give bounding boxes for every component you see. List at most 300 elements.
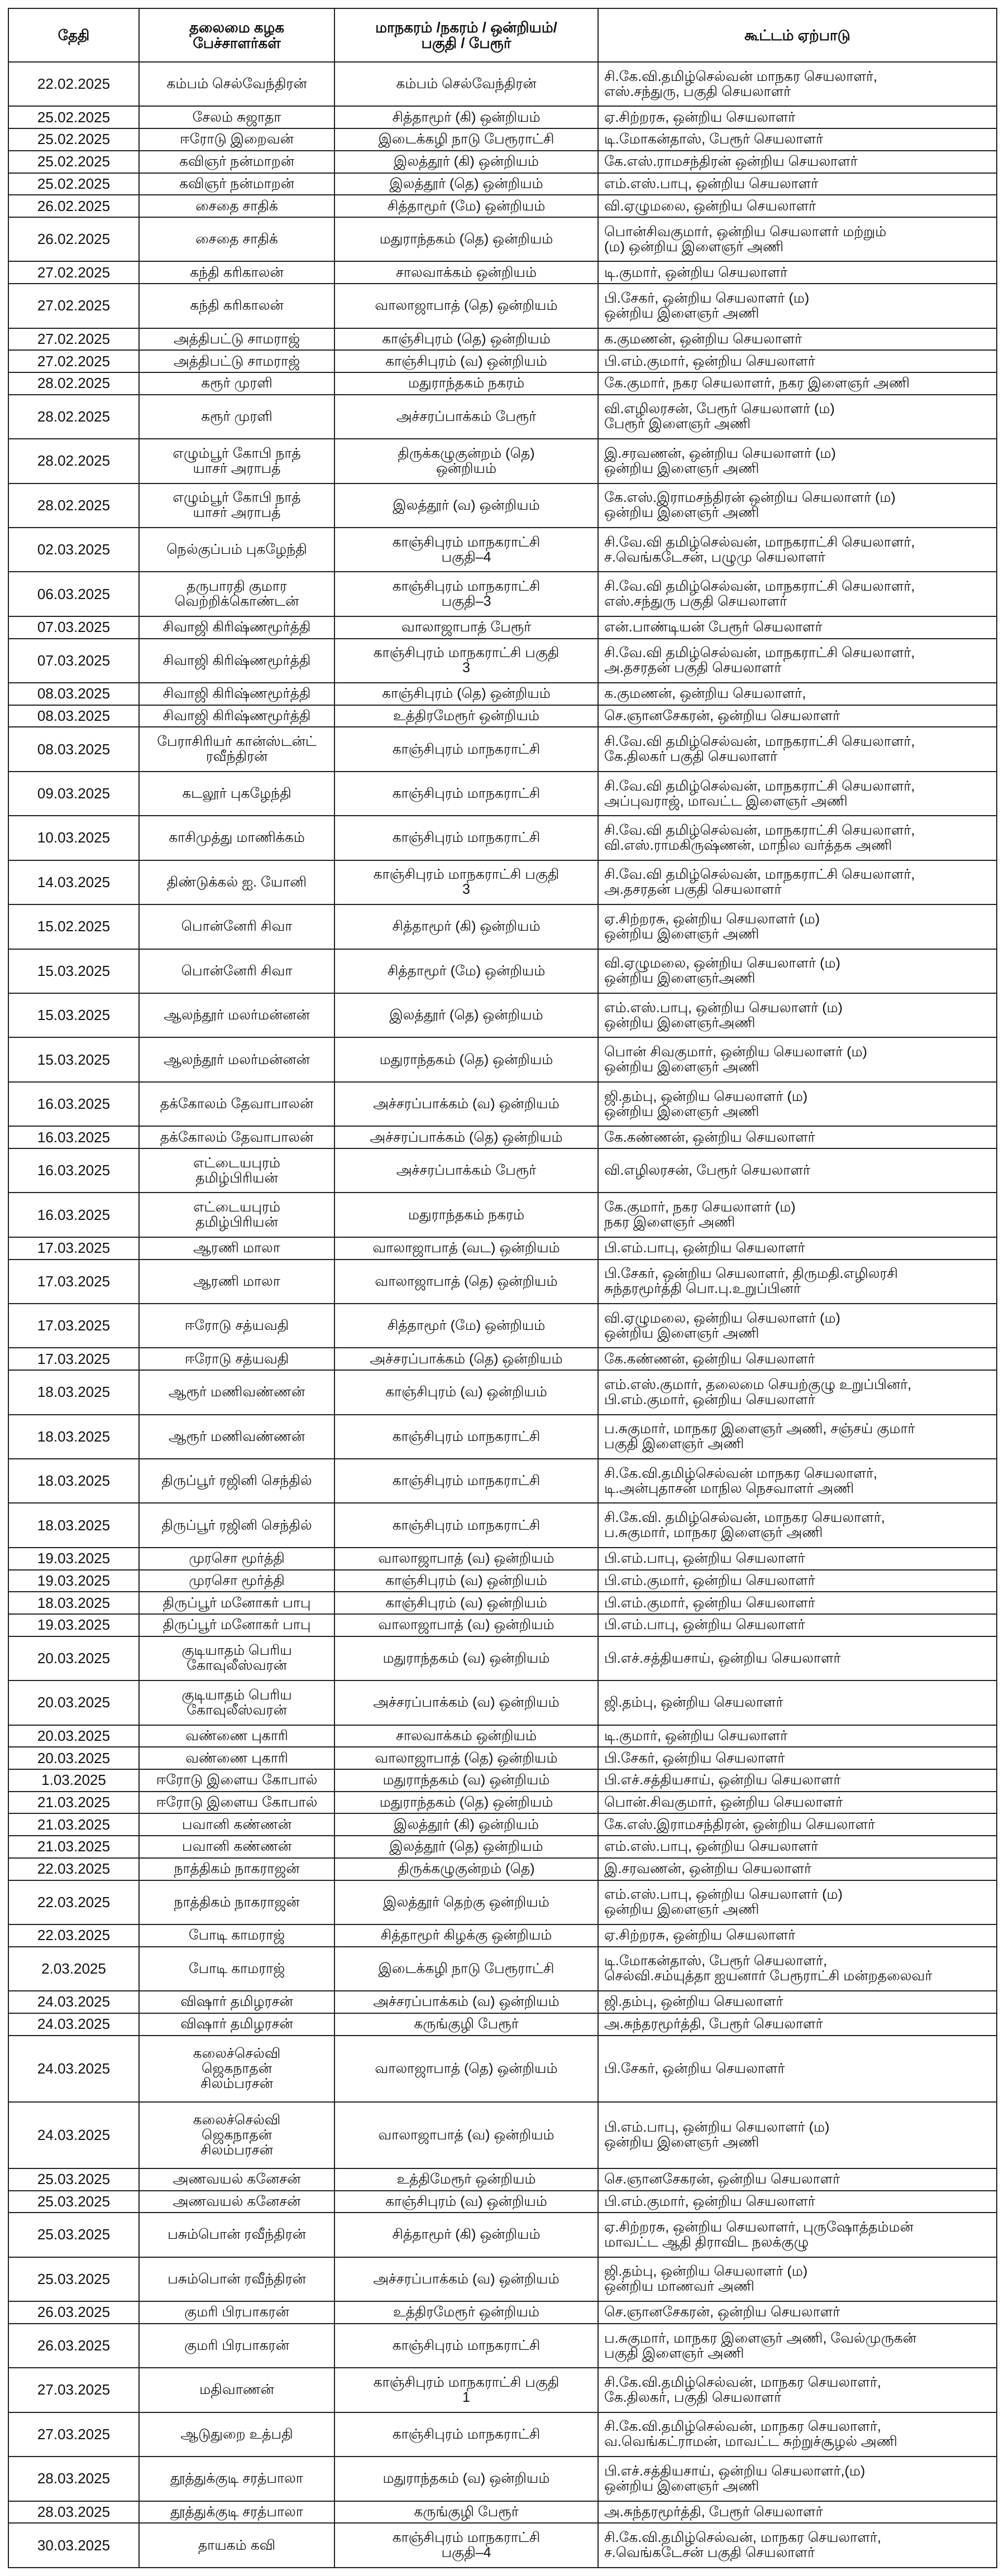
row-speaker: திருப்பூர் ரஜினி செந்தில் — [139, 1503, 334, 1547]
row-organizer: டி.மோகன்தாஸ், பேரூர் செயலாளர், செல்வி.சம்யுத்தா ஐயனார் பேரூராட்சி மன்றதலைவர் — [598, 1947, 997, 1991]
row-date: 17.03.2025 — [8, 1304, 139, 1348]
row-place: சித்தாமூர் (மே) ஒன்றியம் — [334, 1304, 598, 1348]
row-organizer: பி.சேகர், ஒன்றிய செயலாளர் (ம) ஒன்றிய இளைஞர் அணி — [598, 284, 997, 328]
row-place: காஞ்சிபுரம் மாநகராட்சி — [334, 727, 598, 771]
row-organizer: பி.எச்.சத்தியசாய், ஒன்றிய செயலாளர் — [598, 1636, 997, 1680]
table-row — [8, 1813, 997, 1836]
row-place: கம்பம் செல்வேந்திரன் — [334, 62, 598, 106]
row-place: காஞ்சிபுரம் மாநகராட்சி பகுதி 3 — [334, 860, 598, 904]
row-place: மதுராந்தகம் (தெ) ஒன்றியம் — [334, 217, 598, 261]
table-row — [8, 2257, 997, 2301]
row-date: 08.03.2025 — [8, 727, 139, 771]
row-speaker: திருப்பூர் மனோகர் பாபு — [139, 1614, 334, 1636]
row-organizer: வி.ஏழுமலை, ஒன்றிய செயலாளர் — [598, 195, 997, 217]
table-row — [8, 528, 997, 572]
row-speaker: வண்ணை புகாரி — [139, 1747, 334, 1769]
row-place: காஞ்சிபுரம் (வ) ஒன்றியம் — [334, 350, 598, 372]
row-date: 10.03.2025 — [8, 816, 139, 860]
row-place: மதுராந்தகம் (தெ) ஒன்றியம் — [334, 1792, 598, 1814]
row-organizer: டி.குமார், ஒன்றிய செயலாளர் — [598, 261, 997, 284]
table-row — [8, 683, 997, 705]
table-row — [8, 483, 997, 528]
row-speaker: சைதை சாதிக் — [139, 217, 334, 261]
row-organizer: ஏ.சிற்றரசு, ஒன்றிய செயலாளர், புருஷோத்தம்மன் மாவட்ட ஆதி திராவிட நலக்குழு — [598, 2213, 997, 2257]
schedule-rows — [8, 62, 997, 2568]
row-speaker: பவானி கண்ணன் — [139, 1836, 334, 1858]
row-date: 28.02.2025 — [8, 483, 139, 528]
row-speaker: கரூர் முரளி — [139, 395, 334, 439]
row-organizer: வி.எழிலரசன், பேரூர் செயலாளர் (ம) பேரூர் இளைஞர் அணி — [598, 395, 997, 439]
row-speaker: ஆலந்தூர் மலர்மன்னன் — [139, 993, 334, 1037]
row-date: 1.03.2025 — [8, 1769, 139, 1792]
row-organizer: வி.ஏழுமலை, ஒன்றிய செயலாளர் (ம) ஒன்றிய இளைஞர்அணி — [598, 949, 997, 993]
table-row — [8, 1348, 997, 1370]
row-date: 17.03.2025 — [8, 1348, 139, 1370]
row-speaker: சைதை சாதிக் — [139, 195, 334, 217]
row-organizer: எம்.எஸ்.பாபு, ஒன்றிய செயலாளர் (ம) ஒன்றிய இளைஞர்அணி — [598, 993, 997, 1037]
row-place: திருக்கழுகுன்றம் (தெ) — [334, 1858, 598, 1880]
row-date: 16.03.2025 — [8, 1126, 139, 1148]
row-date: 28.03.2025 — [8, 2457, 139, 2501]
table-row — [8, 1126, 997, 1148]
row-place: காஞ்சிபுரம் மாநகராட்சி — [334, 1415, 598, 1459]
table-row — [8, 1592, 997, 1614]
row-date: 24.03.2025 — [8, 2102, 139, 2168]
row-organizer: சி.வே.வி தமிழ்செல்வன், மாநகராட்சி செயலாளர், அ.தசரதன் பகுதி செயலாளர் — [598, 639, 997, 683]
table-row — [8, 1148, 997, 1193]
table-row — [8, 1459, 997, 1503]
row-place: வாலாஜாபாத் (தெ) ஒன்றியம் — [334, 284, 598, 328]
row-date: 24.03.2025 — [8, 1991, 139, 2013]
row-organizer: வி.ஏழுமலை, ஒன்றிய செயலாளர் (ம) ஒன்றிய இளைஞர் அணி — [598, 1304, 997, 1348]
row-place: உத்திமேரூர் ஒன்றியம் — [334, 2168, 598, 2191]
row-speaker: கடலூர் புகழேந்தி — [139, 772, 334, 816]
row-organizer: சி.வே.வி தமிழ்செல்வன், மாநகராட்சி செயலாளர், எஸ்.சந்துரு பகுதி செயலாளர் — [598, 572, 997, 616]
table-row — [8, 727, 997, 771]
row-place: காஞ்சிபுரம் மாநகராட்சி — [334, 772, 598, 816]
table-row — [8, 261, 997, 284]
row-organizer: சி.கே.வி.தமிழ்செல்வன் மாநகர செயலாளர், டி.அன்புதாசன் மாநில நெசவாளர் அணி — [598, 1459, 997, 1503]
table-row — [8, 1947, 997, 1991]
row-organizer: பி.எச்.சத்தியசாய், ஒன்றிய செயலாளர் — [598, 1769, 997, 1792]
row-place: அச்சரப்பாக்கம் பேரூர் — [334, 395, 598, 439]
row-speaker: தாயகம் கவி — [139, 2523, 334, 2568]
table-row — [8, 328, 997, 351]
row-speaker: எட்டையபுரம் தமிழ்பிரியன் — [139, 1148, 334, 1193]
row-organizer: ப.சுகுமார், மாநகர இளைஞர் அணி, வேல்முருகன் பகுதி இளைஞர் அணி — [598, 2324, 997, 2368]
row-speaker: நாத்திகம் நாகராஜன் — [139, 1880, 334, 1924]
table-row — [8, 106, 997, 128]
row-date: 28.03.2025 — [8, 2501, 139, 2524]
row-organizer: அ.சுந்தரமூர்த்தி, பேரூர் செயலாளர் — [598, 2501, 997, 2524]
row-date: 09.03.2025 — [8, 772, 139, 816]
row-date: 27.02.2025 — [8, 284, 139, 328]
row-place: காஞ்சிபுரம் மாநகராட்சி பகுதி 1 — [334, 2368, 598, 2412]
row-date: 07.03.2025 — [8, 616, 139, 639]
row-organizer: பி.எம்.பாபு, ஒன்றிய செயலாளர் — [598, 1614, 997, 1636]
table-row — [8, 2013, 997, 2036]
row-organizer: பொன் சிவகுமார், ஒன்றிய செயலாளர் (ம) ஒன்றிய இளைஞர் அணி — [598, 1037, 997, 1081]
row-organizer: டி.மோகன்தாஸ், பேரூர் செயலாளர் — [598, 128, 997, 151]
table-row — [8, 2102, 997, 2168]
row-place: இலத்தூர் (கி) ஒன்றியம் — [334, 151, 598, 173]
row-organizer: கே.குமார், நகர செயலாளர் (ம) நகர இளைஞர் அணி — [598, 1193, 997, 1237]
row-speaker: ஈரோடு இறைவன் — [139, 128, 334, 151]
row-date: 26.03.2025 — [8, 2324, 139, 2368]
row-organizer: ஏ.சிற்றரசு, ஒன்றிய செயலாளர் (ம) ஒன்றிய இளைஞர் அணி — [598, 904, 997, 949]
row-date: 30.03.2025 — [8, 2523, 139, 2568]
table-row — [8, 705, 997, 727]
row-speaker: குடியாதம் பெரிய கோவுலீஸ்வரன் — [139, 1636, 334, 1680]
row-date: 15.02.2025 — [8, 904, 139, 949]
row-date: 25.02.2025 — [8, 151, 139, 173]
row-date: 19.03.2025 — [8, 1570, 139, 1592]
row-place: சித்தாமூர் (மே) ஒன்றியம் — [334, 949, 598, 993]
table-row — [8, 2412, 997, 2457]
row-organizer: பி.எம்.குமார், ஒன்றிய செயலாளர் — [598, 1570, 997, 1592]
row-speaker: தருபாரதி குமார வெற்றிக்கொண்டன் — [139, 572, 334, 616]
row-speaker: விஷார் தமிழரசன் — [139, 2013, 334, 2036]
table-row — [8, 350, 997, 372]
row-place: மதுராந்தகம் நகரம் — [334, 372, 598, 395]
table-row — [8, 173, 997, 195]
row-speaker: ஆரணி மாலா — [139, 1260, 334, 1304]
row-speaker: சிவாஜி கிரிஷ்ணமூர்த்தி — [139, 616, 334, 639]
row-organizer: ஜி.தம்பு, ஒன்றிய செயலாளர் (ம) ஒன்றிய மாணவர் அணி — [598, 2257, 997, 2301]
table-row — [8, 1037, 997, 1081]
row-place: காஞ்சிபுரம் மாநகராட்சி பகுதி–4 — [334, 2523, 598, 2568]
row-date: 19.03.2025 — [8, 1614, 139, 1636]
row-place: காஞ்சிபுரம் மாநகராட்சி — [334, 2324, 598, 2368]
row-speaker: பொன்னேரி சிவா — [139, 904, 334, 949]
row-speaker: முரசொ மூர்த்தி — [139, 1548, 334, 1570]
table-row — [8, 151, 997, 173]
row-date: 07.03.2025 — [8, 639, 139, 683]
row-place: காஞ்சிபுரம் (வ) ஒன்றியம் — [334, 2191, 598, 2213]
row-organizer: செ.ஞானசேகரன், ஒன்றிய செயலாளர் — [598, 705, 997, 727]
table-row — [8, 372, 997, 395]
row-organizer: கே.எஸ்.இராமசந்திரன், ஒன்றிய செயலாளர் — [598, 1813, 997, 1836]
table-row — [8, 1769, 997, 1792]
row-organizer: சி.வே.வி தமிழ்செல்வன், மாநகராட்சி செயலாளர், அ.தசரதன் பகுதி செயலாளர் — [598, 860, 997, 904]
row-organizer: கே.குமார், நகர செயலாளர், நகர இளைஞர் அணி — [598, 372, 997, 395]
row-date: 28.02.2025 — [8, 372, 139, 395]
row-place: அச்சரப்பாக்கம் (தெ) ஒன்றியம் — [334, 1126, 598, 1148]
row-place: மதுராந்தகம் நகரம் — [334, 1193, 598, 1237]
table-row — [8, 1548, 997, 1570]
header-row — [8, 8, 997, 62]
row-speaker: ஆரூர் மணிவண்ணன் — [139, 1370, 334, 1414]
row-date: 22.02.2025 — [8, 62, 139, 106]
row-date: 2.03.2025 — [8, 1947, 139, 1991]
table-row — [8, 860, 997, 904]
row-place: சித்தாமூர் (கி) ஒன்றியம் — [334, 106, 598, 128]
row-place: உத்திரமேரூர் ஒன்றியம் — [334, 2301, 598, 2324]
row-date: 22.03.2025 — [8, 1858, 139, 1880]
row-date: 02.03.2025 — [8, 528, 139, 572]
row-organizer: சி.வே.வி தமிழ்செல்வன், மாநகராட்சி செயலாளர், ச.வெங்கடேசன், பழுமு செயலாளர் — [598, 528, 997, 572]
row-organizer: பொன்சிவகுமார், ஒன்றிய செயலாளர் மற்றும் (ம) ஒன்றிய இளைஞர் அணி — [598, 217, 997, 261]
row-organizer: சி.கே.வி.தமிழ்செல்வன், மாநகர செயலாளர், கே.திலகர், பகுதி செயலாளர் — [598, 2368, 997, 2412]
speaker-header: தலைமை கழக பேச்சாளர்கள் — [139, 8, 334, 62]
row-place: இடைக்கழி நாடு பேரூராட்சி — [334, 1947, 598, 1991]
row-date: 19.03.2025 — [8, 1548, 139, 1570]
row-organizer: பி.சேகர், ஒன்றிய செயலாளர், திருமதி.எழிலரசி சுந்தரமூர்த்தி பொ.பு.உறுப்பினர் — [598, 1260, 997, 1304]
table-row — [8, 1924, 997, 1947]
row-date: 26.03.2025 — [8, 2301, 139, 2324]
row-speaker: தக்கோலம் தேவாபாலன் — [139, 1126, 334, 1148]
row-speaker: கலைச்செல்வி ஜெகநாதன் சிலம்பரசன் — [139, 2036, 334, 2102]
row-organizer: கே.எஸ்.இராமசந்திரன் ஒன்றிய செயலாளர் (ம) ஒன்றிய இளைஞர் அணி — [598, 483, 997, 528]
table-row — [8, 1570, 997, 1592]
row-date: 25.02.2025 — [8, 106, 139, 128]
row-date: 22.03.2025 — [8, 1924, 139, 1947]
row-place: இலத்தூர் (கி) ஒன்றியம் — [334, 1813, 598, 1836]
row-date: 18.03.2025 — [8, 1370, 139, 1414]
row-place: வாலாஜாபாத் (தெ) ஒன்றியம் — [334, 2036, 598, 2102]
row-speaker: குடியாதம் பெரிய கோவுலீஸ்வரன் — [139, 1680, 334, 1725]
row-place: காஞ்சிபுரம் மாநகராட்சி — [334, 2412, 598, 2457]
row-date: 24.03.2025 — [8, 2013, 139, 2036]
row-date: 25.02.2025 — [8, 173, 139, 195]
row-speaker: ஈரோடு சத்யவதி — [139, 1348, 334, 1370]
row-organizer: இ.சரவணன், ஒன்றிய செயலாளர் (ம) ஒன்றிய இளைஞர் அணி — [598, 439, 997, 483]
row-speaker: ஈரோடு சத்யவதி — [139, 1304, 334, 1348]
row-organizer: க.குமணன், ஒன்றிய செயலாளர் — [598, 328, 997, 351]
row-organizer: வி.எழிலரசன், பேரூர் செயலாளர் — [598, 1148, 997, 1193]
row-speaker: அணவயல் கனேசன் — [139, 2168, 334, 2191]
row-date: 18.03.2025 — [8, 1592, 139, 1614]
row-organizer: எம்.எஸ்.பாபு, ஒன்றிய செயலாளர் (ம) ஒன்றிய இளைஞர் அணி — [598, 1880, 997, 1924]
row-speaker: பவானி கண்ணன் — [139, 1813, 334, 1836]
row-place: வாலாஜாபாத் (தெ) ஒன்றியம் — [334, 1260, 598, 1304]
row-place: சித்தாமூர் (மே) ஒன்றியம் — [334, 195, 598, 217]
row-date: 15.03.2025 — [8, 1037, 139, 1081]
table-row — [8, 1082, 997, 1126]
table-row — [8, 1836, 997, 1858]
row-place: அச்சரப்பாக்கம் (தெ) ஒன்றியம் — [334, 1348, 598, 1370]
row-date: 22.03.2025 — [8, 1880, 139, 1924]
row-organizer: சி.வே.வி தமிழ்செல்வன், மாநகராட்சி செயலாளர், வி.எஸ்.ராமகிருஷ்ணன், மாநில வர்த்தக அணி — [598, 816, 997, 860]
row-place: இலத்தூர் தெற்கு ஒன்றியம் — [334, 1880, 598, 1924]
row-place: காஞ்சிபுரம் மாநகராட்சி — [334, 816, 598, 860]
row-place: அச்சரப்பாக்கம் (வ) ஒன்றியம் — [334, 2257, 598, 2301]
table-row — [8, 2036, 997, 2102]
row-organizer: ஏ.சிற்றரசு, ஒன்றிய செயலாளர் — [598, 1924, 997, 1947]
row-organizer: ப.சுகுமார், மாநகர இளைஞர் அணி, சஞ்சய் குமார் பகுதி இளைஞர் அணி — [598, 1415, 997, 1459]
row-speaker: திருப்பூர் ரஜினி செந்தில் — [139, 1459, 334, 1503]
row-date: 27.03.2025 — [8, 2412, 139, 2457]
row-date: 27.02.2025 — [8, 261, 139, 284]
table-row — [8, 2301, 997, 2324]
row-organizer: கே.கண்ணன், ஒன்றிய செயலாளர் — [598, 1126, 997, 1148]
row-date: 27.02.2025 — [8, 328, 139, 351]
row-place: வாலாஜாபாத் (வட) ஒன்றியம் — [334, 1237, 598, 1260]
row-date: 18.03.2025 — [8, 1503, 139, 1547]
row-organizer: சி.கே.வி. தமிழ்செல்வன், மாநகர செயலாளர், ப.சுகுமார், மாநகர இளைஞர் அணி — [598, 1503, 997, 1547]
row-date: 17.03.2025 — [8, 1260, 139, 1304]
row-organizer: ஜி.தம்பு, ஒன்றிய செயலாளர் — [598, 1991, 997, 2013]
row-place: மதுராந்தகம் (தெ) ஒன்றியம் — [334, 1037, 598, 1081]
row-place: அச்சரப்பாக்கம் (வ) ஒன்றியம் — [334, 1991, 598, 2013]
table-row — [8, 816, 997, 860]
row-speaker: விஷார் தமிழரசன் — [139, 1991, 334, 2013]
row-speaker: கந்தி கரிகாலன் — [139, 261, 334, 284]
row-place: இலத்தூர் (தெ) ஒன்றியம் — [334, 1836, 598, 1858]
row-date: 20.03.2025 — [8, 1636, 139, 1680]
row-organizer: கே.கண்ணன், ஒன்றிய செயலாளர் — [598, 1348, 997, 1370]
table-row — [8, 195, 997, 217]
row-date: 27.02.2025 — [8, 350, 139, 372]
row-speaker: முரசொ மூர்த்தி — [139, 1570, 334, 1592]
row-organizer: க.குமணன், ஒன்றிய செயலாளர், — [598, 683, 997, 705]
row-speaker: ஆலந்தூர் மலர்மன்னன் — [139, 1037, 334, 1081]
table-row — [8, 616, 997, 639]
table-row — [8, 1636, 997, 1680]
row-organizer: எம்.எஸ்.குமார், தலைமை செயற்குழு உறுப்பினர், பி.எம்.குமார், ஒன்றிய செயலாளர் — [598, 1370, 997, 1414]
row-date: 26.02.2025 — [8, 217, 139, 261]
row-date: 15.03.2025 — [8, 993, 139, 1037]
row-place: உத்திரமேரூர் ஒன்றியம் — [334, 705, 598, 727]
row-place: திருக்கழுகுன்றம் (தெ) ஒன்றியம் — [334, 439, 598, 483]
row-organizer: சி.கே.வி.தமிழ்செல்வன், மாநகர செயலாளர், ச.வெங்கடேசன் பகுதி செயலாளர் — [598, 2523, 997, 2568]
row-date: 20.03.2025 — [8, 1747, 139, 1769]
row-speaker: நாத்திகம் நாகராஜன் — [139, 1858, 334, 1880]
row-speaker: குமரி பிரபாகரன் — [139, 2301, 334, 2324]
row-place: வாலாஜாபாத் (வ) ஒன்றியம் — [334, 1548, 598, 1570]
row-place: மதுராந்தகம் (வ) ஒன்றியம் — [334, 2457, 598, 2501]
row-date: 06.03.2025 — [8, 572, 139, 616]
row-organizer: ஜி.தம்பு, ஒன்றிய செயலாளர் — [598, 1680, 997, 1725]
row-organizer: சி.கே.வி.தமிழ்செல்வன் மாநகர செயலாளர், எஸ்.சந்துரு, பகுதி செயலாளர் — [598, 62, 997, 106]
row-speaker: வண்ணை புகாரி — [139, 1725, 334, 1747]
row-date: 08.03.2025 — [8, 683, 139, 705]
table-row — [8, 284, 997, 328]
row-date: 16.03.2025 — [8, 1148, 139, 1193]
row-organizer: இ.சரவணன், ஒன்றிய செயலாளர் — [598, 1858, 997, 1880]
table-row — [8, 1880, 997, 1924]
table-row — [8, 772, 997, 816]
row-speaker: பேராசிரியர் கான்ஸ்டன்ட் ரவீந்திரன் — [139, 727, 334, 771]
table-row — [8, 2213, 997, 2257]
table-row — [8, 1503, 997, 1547]
row-organizer: செ.ஞானசேகரன், ஒன்றிய செயலாளர் — [598, 2168, 997, 2191]
table-row — [8, 62, 997, 106]
row-organizer: எம்.எஸ்.பாபு, ஒன்றிய செயலாளர் — [598, 1836, 997, 1858]
table-row — [8, 639, 997, 683]
row-place: சாலவாக்கம் ஒன்றியம் — [334, 1725, 598, 1747]
table-row — [8, 128, 997, 151]
row-date: 21.03.2025 — [8, 1792, 139, 1814]
row-speaker: ஈரோடு இளைய கோபால் — [139, 1769, 334, 1792]
row-organizer: கே.எஸ்.ராமசந்திரன் ஒன்றிய செயலாளர் — [598, 151, 997, 173]
row-organizer: சி.கே.வி.தமிழ்செல்வன், மாநகர செயலாளர், வ.வெங்கட்ராமன், மாவட்ட சுற்றுச்சூழல் அணி — [598, 2412, 997, 2457]
row-place: இடைக்கழி நாடு பேரூராட்சி — [334, 128, 598, 151]
row-speaker: ஆடுதுறை உத்பதி — [139, 2412, 334, 2457]
row-place: காஞ்சிபுரம் (வ) ஒன்றியம் — [334, 1570, 598, 1592]
row-organizer: பி.சேகர், ஒன்றிய செயலாளர் — [598, 2036, 997, 2102]
row-place: வாலாஜாபாத் பேரூர் — [334, 616, 598, 639]
row-speaker: தூத்துக்குடி சரத்பாலா — [139, 2501, 334, 2524]
table-row — [8, 572, 997, 616]
row-organizer: பி.எச்.சத்தியசாய், ஒன்றிய செயலாளர்,(ம) ஒன்றிய இளைஞர் அணி — [598, 2457, 997, 2501]
row-date: 25.03.2025 — [8, 2191, 139, 2213]
table-row — [8, 1792, 997, 1814]
row-place: அச்சரப்பாக்கம் (வ) ஒன்றியம் — [334, 1680, 598, 1725]
row-place: சித்தாமூர் (கி) ஒன்றியம் — [334, 904, 598, 949]
row-speaker: ஆரூர் மணிவண்ணன் — [139, 1415, 334, 1459]
table-row — [8, 1614, 997, 1636]
table-row — [8, 2168, 997, 2191]
row-organizer: பி.எம்.பாபு, ஒன்றிய செயலாளர் — [598, 1237, 997, 1260]
row-place: காஞ்சிபுரம் மாநகராட்சி பகுதி–4 — [334, 528, 598, 572]
row-place: மதுராந்தகம் (வ) ஒன்றியம் — [334, 1636, 598, 1680]
schedule-table — [8, 8, 997, 2568]
row-date: 27.03.2025 — [8, 2368, 139, 2412]
row-organizer: பி.எம்.குமார், ஒன்றிய செயலாளர் — [598, 1592, 997, 1614]
row-organizer: எம்.எஸ்.பாபு, ஒன்றிய செயலாளர் — [598, 173, 997, 195]
row-place: கருங்குழி பேரூர் — [334, 2013, 598, 2036]
row-place: சித்தாமூர் கிழக்கு ஒன்றியம் — [334, 1924, 598, 1947]
row-place: இலத்தூர் (தெ) ஒன்றியம் — [334, 993, 598, 1037]
row-speaker: மதிவாணன் — [139, 2368, 334, 2412]
row-date: 25.02.2025 — [8, 128, 139, 151]
row-speaker: தக்கோலம் தேவாபாலன் — [139, 1082, 334, 1126]
row-speaker: எட்டையபுரம் தமிழ்பிரியன் — [139, 1193, 334, 1237]
row-date: 16.03.2025 — [8, 1193, 139, 1237]
table-row — [8, 2501, 997, 2524]
row-place: இலத்தூர் (தெ) ஒன்றியம் — [334, 173, 598, 195]
row-speaker: பொன்னேரி சிவா — [139, 949, 334, 993]
organizer-header: கூட்டம் ஏற்பாடு — [598, 8, 997, 62]
table-row — [8, 395, 997, 439]
row-date: 21.03.2025 — [8, 1813, 139, 1836]
row-date: 17.03.2025 — [8, 1237, 139, 1260]
row-place: மதுராந்தகம் (வ) ஒன்றியம் — [334, 1769, 598, 1792]
row-organizer: சி.வே.வி தமிழ்செல்வன், மாநகராட்சி செயலாளர், கே.திலகர் பகுதி செயலாளர் — [598, 727, 997, 771]
table-row — [8, 2191, 997, 2213]
row-organizer: செ.ஞானசேகரன், ஒன்றிய செயலாளர் — [598, 2301, 997, 2324]
row-speaker: கந்தி கரிகாலன் — [139, 284, 334, 328]
row-date: 20.03.2025 — [8, 1680, 139, 1725]
table-row — [8, 2324, 997, 2368]
row-place: வாலாஜாபாத் (தெ) ஒன்றியம் — [334, 1747, 598, 1769]
row-speaker: ஈரோடு இளைய கோபால் — [139, 1792, 334, 1814]
table-row — [8, 1991, 997, 2013]
row-speaker: கவிஞர் நன்மாறன் — [139, 173, 334, 195]
row-place: வாலாஜாபாத் (வ) ஒன்றியம் — [334, 2102, 598, 2168]
row-date: 20.03.2025 — [8, 1725, 139, 1747]
row-speaker: திண்டுக்கல் ஐ. யோனி — [139, 860, 334, 904]
row-speaker: பசும்பொன் ரவீந்திரன் — [139, 2213, 334, 2257]
row-speaker: எழும்பூர் கோபி நாத் யாசர் அராபத் — [139, 439, 334, 483]
row-speaker: ஆரணி மாலா — [139, 1237, 334, 1260]
table-row — [8, 439, 997, 483]
row-speaker: காசிமுத்து மாணிக்கம் — [139, 816, 334, 860]
row-place: கருங்குழி பேரூர் — [334, 2501, 598, 2524]
row-organizer: பி.எம்.பாபு, ஒன்றிய செயலாளர் — [598, 1548, 997, 1570]
row-speaker: பசும்பொன் ரவீந்திரன் — [139, 2257, 334, 2301]
row-place: சித்தாமூர் (கி) ஒன்றியம் — [334, 2213, 598, 2257]
place-header: மாநகரம் /நகரம் / ஒன்றியம்/ பகுதி / பேரூர் — [334, 8, 598, 62]
table-row — [8, 1260, 997, 1304]
row-speaker: சிவாஜி கிரிஷ்ணமூர்த்தி — [139, 639, 334, 683]
row-speaker: கலைச்செல்வி ஜெகநாதன் சிலம்பரசன் — [139, 2102, 334, 2168]
row-place: அச்சரப்பாக்கம் (வ) ஒன்றியம் — [334, 1082, 598, 1126]
row-date: 21.03.2025 — [8, 1836, 139, 1858]
row-place: காஞ்சிபுரம் (வ) ஒன்றியம் — [334, 1370, 598, 1414]
row-speaker: சேலம் சுஜாதா — [139, 106, 334, 128]
